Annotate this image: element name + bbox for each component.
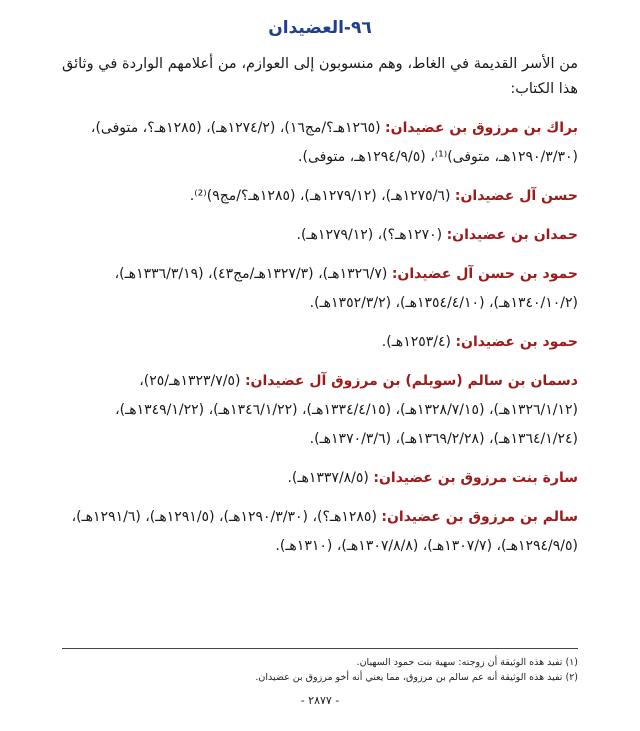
footnote: (٢) تفيد هذه الوثيقة أنه عم سالم بن مرزوق، مما يعني أنه أخو مرزوق بن عضيدان. xyxy=(255,672,578,683)
entry xyxy=(62,114,578,172)
entry-name: حمدان بن عضيدان: xyxy=(446,227,578,243)
entry xyxy=(62,503,578,561)
entries-list xyxy=(62,114,578,561)
entry-text: (١٣٣٧/٨/٥هـ). xyxy=(287,470,369,486)
entry xyxy=(62,182,578,211)
footnotes xyxy=(62,648,578,685)
entry-name: براك بن مرزوق بن عضيدان: xyxy=(385,120,578,136)
entry-text: (١٢٧٥/٦هـ)، (١٢٧٩/١٢هـ)، (١٢٨٥هـ؟/مج٩)⁽²⁾. xyxy=(189,188,451,204)
entry xyxy=(62,328,578,357)
entry-text: (١٢٥٣/٤هـ). xyxy=(381,334,451,350)
entry-text: (١٢٦٥هـ؟/مج١٦)، (١٢٧٤/٢هـ)، (١٢٨٥هـ؟، متوفى)، (١٢٩٠/٣/٣٠هـ، متوفى)⁽¹⁾، (١٢٩٤/٩/٥هـ، متوفى). xyxy=(90,120,578,165)
entry-name: حمود بن حسن آل عضيدان: xyxy=(391,266,578,282)
entry-name: دسمان بن سالم (سويلم) بن مرزوق آل عضيدان: xyxy=(244,373,578,389)
entry-name: حسن آل عضيدان: xyxy=(454,188,578,204)
footnote: (١) تفيد هذه الوثيقة أن زوجته: سهية بنت حمود السهيان. xyxy=(356,657,578,668)
entry xyxy=(62,367,578,454)
intro-paragraph: من الأسر القديمة في الغاط، وهم منسوبون إلى العوازم، من أعلامهم الواردة في وثائق هذا الكتاب: xyxy=(62,56,578,97)
page-number: - ٢٨٧٧ - xyxy=(300,694,340,707)
entry-name: سارة بنت مرزوق بن عضيدان: xyxy=(373,470,578,486)
entry-name: سالم بن مرزوق بن عضيدان: xyxy=(381,509,578,525)
entry-text: (١٣٢٣/٧/٥هـ/٢٥)، (١٣٢٦/١/١٢هـ)، (١٣٢٨/٧/١٥هـ)، (١٣٣٤/٤/١٥هـ)، (١٣٤٦/١/٢٢هـ)، (١٣٤٩/١/٢٢هـ)، (١٣٦٤/١/٢٤هـ)، (١٣٦٩/٢/٢٨هـ)، (١٣٧٠/٣/٦هـ). xyxy=(115,373,578,447)
entry-text: (١٣٢٦/٧هـ)، (١٣٢٧/٣هـ/مج٤٣)، (١٣٣٦/٣/١٩هـ)، (١٣٤٠/١٠/٢هـ)، (١٣٥٤/٤/١٠هـ)، (١٣٥٢/٣/٢هـ). xyxy=(114,266,578,311)
entry-text: (١٢٧٠هـ؟)، (١٢٧٩/١٢هـ). xyxy=(296,227,443,243)
section-title: ٩٦-العضيدان xyxy=(268,18,372,38)
entry xyxy=(62,221,578,250)
entry xyxy=(62,464,578,493)
entry xyxy=(62,260,578,318)
entry-name: حمود بن عضيدان: xyxy=(455,334,578,350)
entry-text: (١٢٨٥هـ؟)، (١٢٩٠/٣/٣٠هـ)، (١٢٩١/٥هـ)، (١٢٩١/٦هـ)، (١٢٩٤/٩/٥هـ)، (١٣٠٧/٧هـ)، (١٣٠٧/٨/٨هـ)، (١٣١٠هـ). xyxy=(71,509,578,554)
